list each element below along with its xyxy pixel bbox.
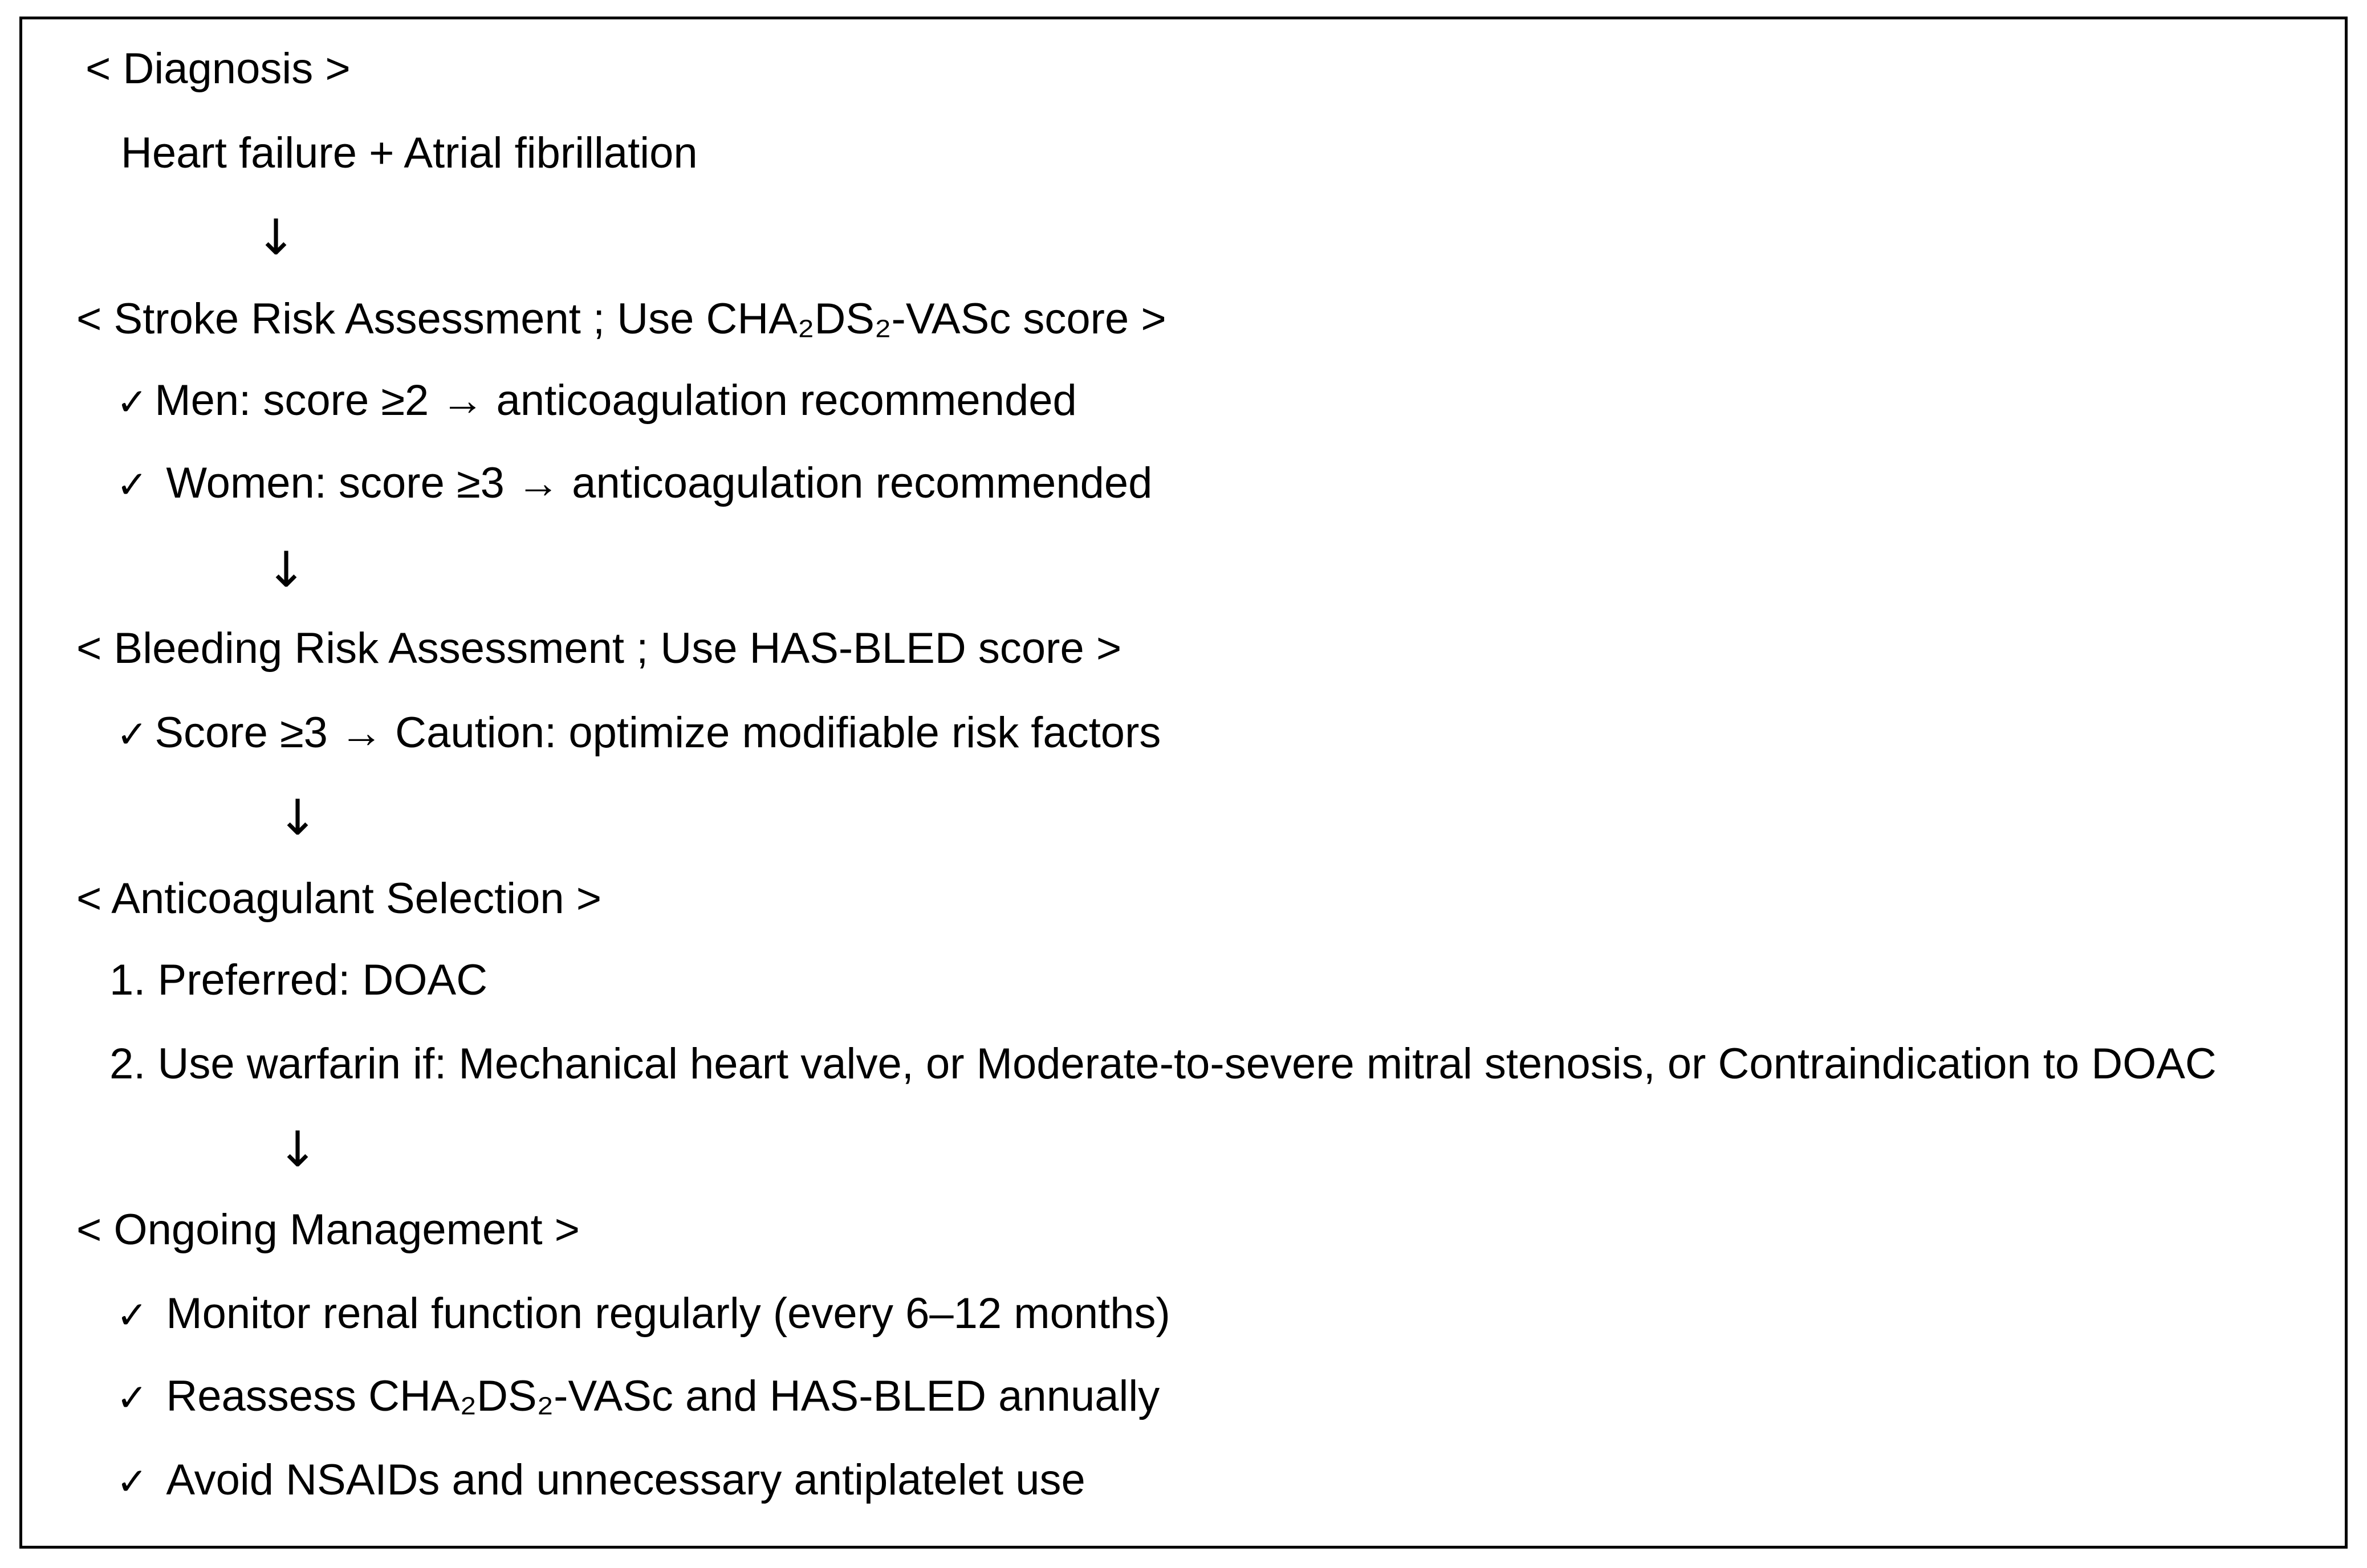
- down-arrow-icon: ↓: [266, 541, 307, 598]
- ongoing-item-reassess: [116, 1371, 1160, 1422]
- anticoagulant-item-preferred: 1. Preferred: DOAC: [109, 956, 488, 1004]
- ongoing-item-nsaids-text: Avoid NSAIDs and unnecessary antiplatelet use: [166, 1456, 1085, 1504]
- check-icon: ✓: [116, 1293, 148, 1337]
- stroke-item-men: [116, 375, 1077, 426]
- stroke-risk-heading: < Stroke Risk Assessment ; Use CHA₂DS₂-VASc score >: [76, 295, 1166, 343]
- ongoing-item-nsaids: [116, 1455, 1085, 1506]
- ongoing-item-reassess-text: Reassess CHA₂DS₂-VASc and HAS-BLED annually: [166, 1372, 1160, 1420]
- stroke-item-women-text: Women: score ≥3 → anticoagulation recommended: [166, 459, 1153, 507]
- ongoing-item-renal-text: Monitor renal function regularly (every 6–12 months): [166, 1289, 1170, 1338]
- diagnosis-text: Heart failure + Atrial fibrillation: [121, 129, 698, 177]
- check-icon: ✓: [116, 1376, 148, 1420]
- stroke-item-men-text: Men: score ≥2 → anticoagulation recommended: [154, 376, 1077, 425]
- down-arrow-icon: ↓: [277, 789, 319, 846]
- down-arrow-icon: ↓: [255, 209, 297, 266]
- ongoing-item-renal: [116, 1288, 1170, 1339]
- check-icon: ✓: [116, 712, 148, 756]
- check-icon: ✓: [116, 463, 148, 507]
- anticoagulant-item-warfarin: 2. Use warfarin if: Mechanical heart valve, or Moderate-to-severe mitral stenosis, or Contraindication to DOAC: [109, 1040, 2216, 1088]
- bleeding-item-score-text: Score ≥3 → Caution: optimize modifiable risk factors: [154, 708, 1161, 757]
- bleeding-item-score: [116, 707, 1161, 759]
- anticoagulant-heading: < Anticoagulant Selection >: [76, 874, 602, 923]
- check-icon: ✓: [116, 1460, 148, 1504]
- diagnosis-heading: < Diagnosis >: [86, 44, 351, 93]
- stroke-item-women: [116, 458, 1152, 509]
- down-arrow-icon: ↓: [277, 1121, 319, 1178]
- ongoing-heading: < Ongoing Management >: [76, 1205, 580, 1254]
- bleeding-risk-heading: < Bleeding Risk Assessment ; Use HAS-BLED score >: [76, 624, 1122, 673]
- check-icon: ✓: [116, 380, 148, 424]
